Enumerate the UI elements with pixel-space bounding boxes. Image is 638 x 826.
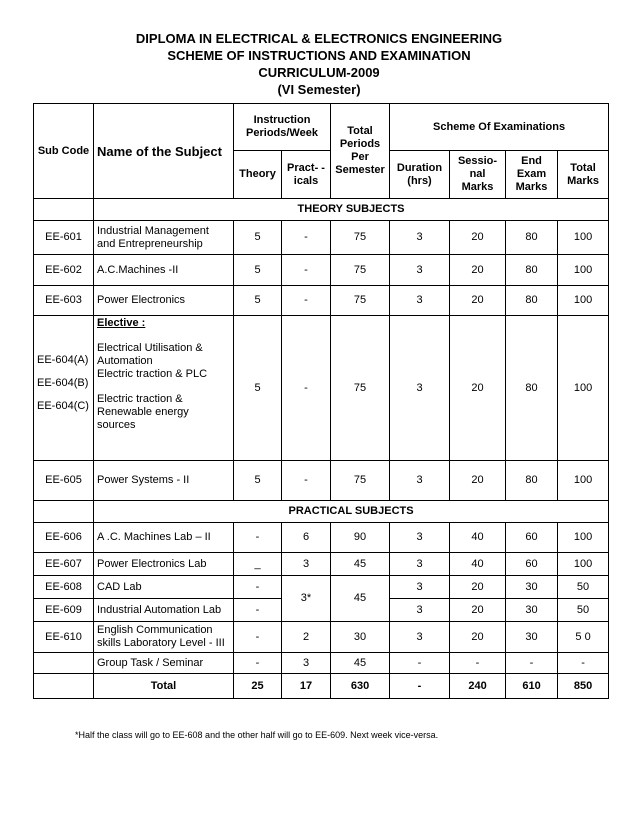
title-line-1: DIPLOMA IN ELECTRICAL & ELECTRONICS ENGINEERING: [135, 31, 503, 46]
table-row: EE-605 Power Systems - II 5 - 75 3 20 80 100: [34, 461, 609, 501]
table-row: EE-609 Industrial Automation Lab - 3 20 30 50: [34, 599, 609, 622]
section-theory: THEORY SUBJECTS: [94, 199, 609, 221]
table-row: EE-601 Industrial Management and Entrepreneurship 5 - 75 3 20 80 100: [34, 221, 609, 255]
title-line-3: CURRICULUM-2009: [258, 65, 380, 80]
elective-codes: EE-604(A) EE-604(B) EE-604(C): [34, 316, 94, 461]
table-row: EE-607 Power Electronics Lab _ 3 45 3 40 60 100: [34, 553, 609, 576]
col-practicals: Pract- -icals: [282, 151, 331, 199]
col-instruction: Instruction Periods/Week: [234, 104, 331, 151]
col-total-marks: Total Marks: [558, 151, 609, 199]
section-practical: PRACTICAL SUBJECTS: [94, 501, 609, 523]
elective-row: EE-604(A) EE-604(B) EE-604(C) Elective : Electrical Utilisation & Automation Electric traction & PLC Electric traction & Renewable energy sources 5 - 75 3 20 80 100: [34, 316, 609, 461]
col-sessional: Sessio- nal Marks: [450, 151, 506, 199]
table-row: EE-610 English Communication skills Laboratory Level - III - 2 30 3 20 30 5 0: [34, 622, 609, 653]
document-header: [0, 30, 638, 98]
col-theory: Theory: [234, 151, 282, 199]
col-total-periods: Total Periods Per Semester: [331, 104, 390, 199]
table-row: EE-603 Power Electronics 5 - 75 3 20 80 100: [34, 286, 609, 316]
table-row: EE-602 A.C.Machines -II 5 - 75 3 20 80 100: [34, 255, 609, 286]
col-sub-code: Sub Code: [34, 104, 94, 199]
table-row: Group Task / Seminar - 3 45 - - - -: [34, 653, 609, 674]
table-row: EE-606 A .C. Machines Lab – II - 6 90 3 40 60 100: [34, 523, 609, 553]
totals-row: Total 25 17 630 - 240 610 850: [34, 674, 609, 699]
col-duration: Duration (hrs): [390, 151, 450, 199]
title-line-2: SCHEME OF INSTRUCTIONS AND EXAMINATION: [167, 48, 471, 63]
col-subject-name: Name of the Subject: [94, 104, 234, 199]
col-scheme-exam: Scheme Of Examinations: [390, 104, 609, 151]
scheme-table: [33, 103, 609, 699]
col-end-exam: End Exam Marks: [506, 151, 558, 199]
elective-names: Elective : Electrical Utilisation & Automation Electric traction & PLC Electric traction & Renewable energy sources: [94, 316, 234, 461]
table-row: EE-608 CAD Lab - 3* 45 3 20 30 50: [34, 576, 609, 599]
footnote: *Half the class will go to EE-608 and the other half will go to EE-609. Next week vice-versa.: [75, 730, 439, 740]
title-line-4: (VI Semester): [277, 82, 361, 97]
